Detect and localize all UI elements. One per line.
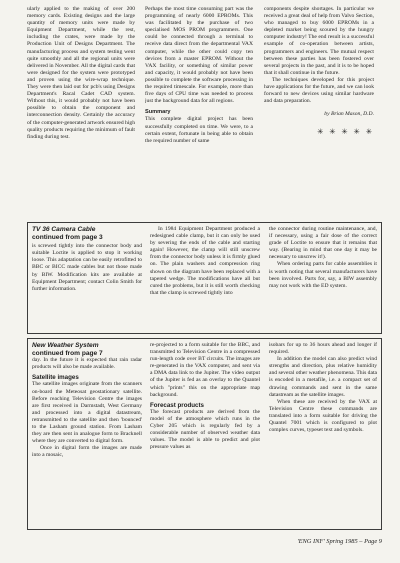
article-paragraph: the connector during routine maintenance, and, if necessary, using a fair dose of the correct grade of Loctite to ensure that it remains that way. (Bearing in mind that one day it may be necessary to unscrew it!). bbox=[269, 226, 377, 261]
camera-cable-box bbox=[27, 222, 382, 334]
article-paragraph: is screwed tightly into the connector body and suitable Loctite is applied to stop it working loose. This adaptation can be easily retrofitted to BBC or BICC made cables but not those made by BIW. Modification kits are available at Equipment Department; contact Colin Smith for further information. bbox=[32, 243, 142, 292]
weather-column-2 bbox=[150, 342, 260, 526]
cable-column-2 bbox=[150, 226, 260, 330]
article-paragraph: Once in digital form the images are made into a mosaic, bbox=[32, 445, 142, 459]
satellite-heading: Satellite images bbox=[32, 374, 79, 382]
weather-continued: continued from page 7 bbox=[32, 349, 103, 357]
summary-heading: Summary bbox=[145, 109, 171, 116]
article-paragraph: day. In the future it is expected that rain radar products will also be made available. bbox=[32, 357, 142, 371]
article-paragraph: The techniques developed for this project have applications for the future, and we can look forward to new devices using similar hardware and data preparation. bbox=[264, 76, 374, 105]
article-paragraph: isobars for up to 36 hours ahead and longer if required. bbox=[269, 342, 377, 356]
weather-column-3 bbox=[269, 342, 377, 526]
weather-column-1 bbox=[32, 342, 142, 526]
forecast-heading: Forecast products bbox=[150, 401, 204, 409]
cable-title: TV 36 Camera Cable bbox=[32, 226, 96, 233]
article-paragraph: ularly applied to the making of over 200 memory cards. Existing designs and the large quantity of memory units were made by Equipment Department, while the rest, including the crates, were made by the Production Unit of Designs Department. The manufacturing process and system testing went quite smoothly and all the regional units were delivered in November. All the digital cards that were designed for the system were prototyped and proven using the wire-wrap technique. They were then laid out for pcb's using Designs Department's Racal Cadet CAD system. Without this, it would probably not have been possible to obtain the component and interconnection density. Certainly the accuracy of the computer-generated artwork ensured high quality products requiring the minimum of fault finding during test. bbox=[27, 6, 135, 140]
article-column-2 bbox=[145, 6, 253, 214]
article-paragraph: When ordering parts for cable assemblies it is worth noting that several manufacturers have been involved. Parts for, say, a BIW assembly may not work with the ED system. bbox=[269, 261, 377, 289]
article-paragraph: components despite shortages. In particular we received a great deal of help from Valvo Section, who managed to buy 6000 EPROMs in a depleted market being scoured by the hungry computer industry! The end result is a successful example of co-operation between artists, programmers and engineers. The mutual respect between these parties has been fostered over several projects in the past, and it is to be hoped that it shall continue in the future. bbox=[264, 6, 374, 76]
article-paragraph: re-projected to a form suitable for the BBC, and transmitted to Television Centre in a compressed run-length code over BT circuits. The images are re-generated in the VAX computer, and sent via a DMA data link to the Jupiter. The video output of the Jupiter is fed as an overlay to the Quantel which "prints" this on the appropriate map background. bbox=[150, 342, 260, 398]
article-paragraph: Perhaps the most time consuming part was the programming of nearly 6000 EPROMs. This was facilitated by the purchase of two specialised MOS PROM programmers. One could be connected through a terminal to receive data direct from the departmental VAX computer, while the other could copy ten devices from a master EPROM. Without the VAX facility, or something of similar power and capacity, it would probably not have been possible to complete the software processing in the required timescale. For example, more than five days of CPU time was needed to process just the background data for all regions. bbox=[145, 6, 253, 105]
cable-continued: continued from page 3 bbox=[32, 233, 103, 241]
article-paragraph: This complete digital project has been successfully completed on time. We were, to a certain extent, fortunate in being able to obtain the required number of same bbox=[145, 116, 253, 144]
article-paragraph: When these are received by the VAX at Television Centre these commands are translated into a form suitable for driving the Quantel 7001 which is configured to plot complex curves, typeset text and symbols. bbox=[269, 398, 377, 434]
article-paragraph: The satellite images originate from the scanners on-board the Meteosat geostationary satellite. Before reaching Television Centre the images are first received in Darmstadt, West Germany and processed into a digital datastream, retransmitted to the satellite and then 'bounced' to the Lasham ground station. From Lasham they are then sent in analogue form to Bracknell where they are converted to digital form. bbox=[32, 381, 142, 445]
page-footer: 'ENG INF' Spring 1985 – Page 9 bbox=[297, 538, 382, 545]
article-paragraph: The forecast products are derived from the model of the atmosphere which runs in the Cyber 205 which is regularly fed by a considerable number of observed weather data values. The model is able to predict and plot pressure values as bbox=[150, 408, 260, 451]
weather-title: New Weather System bbox=[32, 342, 99, 349]
author-byline: by Brian Mason, D.D. bbox=[324, 111, 374, 118]
cable-column-3 bbox=[269, 226, 377, 330]
cable-column-1 bbox=[32, 226, 142, 330]
article-column-3 bbox=[264, 6, 374, 214]
weather-system-box bbox=[27, 338, 382, 530]
article-paragraph: In addition the model can also predict wind strengths and direction, plus relative humidity and several other weather phenomena. This data is encoded in a metafile, i.e. a compact set of drawing commands and sent in the same datastream as the satellite images. bbox=[269, 356, 377, 398]
article-paragraph: In 1984 Equipment Department produced a redesigned cable clamp, but it can only be used by severing the ends of the cable and starting again! However, the clamp will still unscrew from the connector body unless it is firmly glued on. The plain washers and compression ring shown on the diagram have been replaced with a tapered wedge. The modifications have all but cured the problems, but it is still worth checking that the clamp is screwed tightly into bbox=[150, 226, 260, 296]
article-column-1 bbox=[27, 6, 135, 214]
end-stars: ✳ ✳ ✳ ✳ ✳ bbox=[317, 127, 374, 137]
